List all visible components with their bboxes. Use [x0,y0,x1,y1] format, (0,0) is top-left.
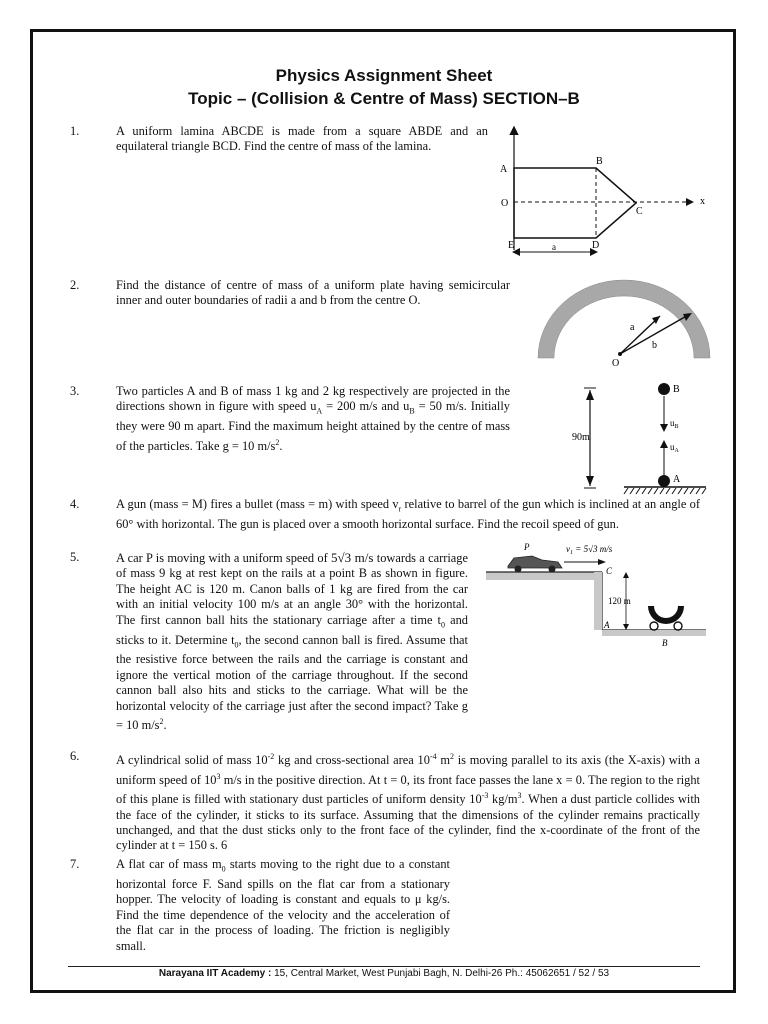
fig3-distance-label: 90m [572,432,590,443]
fig3-uB-label: $u_B$ [670,418,679,430]
figure-2-semicircle-plate [534,274,714,370]
question-5-number: 5. [70,550,80,564]
fig3-label-A: A [673,474,681,485]
fig1-label-O: O [501,198,509,209]
figure-3-two-particles [570,378,710,498]
figure-5-car-and-carriage [484,540,710,652]
question-7-number: 7. [70,857,80,871]
fig2-label-a: a [630,322,635,333]
footer-address: 15, Central Market, West Punjabi Bagh, N. Delhi-26 Ph.: 45062651 / 52 / 53 [271,968,610,979]
fig3-uA-label: $u_A$ [670,442,679,454]
question-6-number: 6. [70,749,80,763]
fig1-label-C: C [636,206,643,217]
figure-1-lamina [496,124,716,264]
fig3-label-B: B [673,384,680,395]
fig2-label-O: O [612,358,620,369]
fig5-label-A: A [604,620,610,630]
fig1-label-x: x [700,196,705,207]
fig5-height-label: 120 m [608,596,631,606]
question-1-number: 1. [70,124,80,138]
page-title: Physics Assignment Sheet [275,66,493,85]
question-7-text: A flat car of mass $m_0$ starts moving to the right due to a constant horizontal force F. Sand spills on the flat car from a stationary hopper. The velocity of loading is constant and equals to μ kg/s. Find the time dependence of the velocity and the acceleration of the flat car in the process of loading. The friction is negligibly small. [116,857,450,953]
question-1-text: A uniform lamina ABCDE is made from a square ABDE and an equilateral triangle BCD. Find the centre of mass of the lamina. [116,124,488,154]
question-3-text: Two particles A and B of mass 1 kg and 2 kg respectively are projected in the directions shown in figure with speed $u_A = 200$ m/s and $u_B = 50$ m/s. Initially they were 90 m apart. Find the maximum height attained by the centre of mass of the particles. Take g = 10 $m/s^2$. [116,384,510,453]
question-5-text: A car P is moving with a uniform speed of 5√3 m/s towards a carriage of mass 9 kg at rest kept on the rails at a point B as shown in figure. The height AC is 120 m. Canon balls of 1 kg are fired from the car with an initial velocity 100 m/s at an angle 30° with the horizontal. The first cannon ball hits the stationary carriage after a time $t_0$ and sticks to it. Determine $t_0$, the second cannon ball is fired. Assume that the resistive force between the rails and the carriage is constant and ignore the vertical motion of the carriage throughout. If the second cannon ball also hits and sticks to the carriage. What will be the horizontal velocity of the carriage just after the second impact? Take g = 10 $m/s^2$. [116,550,469,733]
question-3-number: 3. [70,384,80,398]
page-subtitle: Topic – (Collision & Centre of Mass) SECTION–B [188,89,580,108]
fig5-velocity-label: $v_1 = 5√3$ m/s [566,544,613,556]
fig5-label-P: P [524,542,530,552]
footer [0,968,768,979]
fig2-label-b: b [652,340,657,351]
footer-org: Narayana IIT Academy : [158,968,272,979]
question-4-number: 4. [70,497,80,511]
question-4-text: A gun (mass = M) fires a bullet (mass = m) with speed $v_r$ relative to barrel of the gun which is inclined at an angle of 60° with horizontal. The gun is placed over a smooth horizontal surface. Find the recoil speed of gun. [116,497,700,531]
question-6-text: A cylindrical solid of mass $10^{-2}$ kg and cross-sectional area $10^{-4}$ $m^2$ is moving parallel to its axis (the X-axis) with a uniform speed of $10^3$ m/s in the positive direction. At t = 0, its front face passes the lane x = 0. The region to the right of this plane is filled with stationary dust particles of uniform density $10^{-3}$ $kg/m^3$. When a dust particle collides with the face of the cylinder, it sticks to its surface. Assuming that the dimensions of the cylinder remains practically unchanged, and that the dust sticks only to the front face of the cylinder, find the x-coordinate of the front of the cylinder at t = 150 s. 6 [116,752,700,853]
fig1-label-a: a [552,242,556,252]
fig1-label-A: A [500,164,508,175]
question-2-text: Find the distance of centre of mass of a uniform plate having semicircular inner and outer boundaries of radii a and b from the centre O. [116,278,510,308]
carriage-icon [648,606,684,630]
fig1-label-B: B [596,156,603,167]
fig1-label-D: D [592,240,600,251]
question-2-number: 2. [70,278,80,292]
fig5-label-B: B [662,638,668,648]
footer-divider [68,966,700,967]
car-icon [508,556,562,573]
fig1-label-E: E [508,240,515,251]
fig5-label-C: C [606,566,613,576]
